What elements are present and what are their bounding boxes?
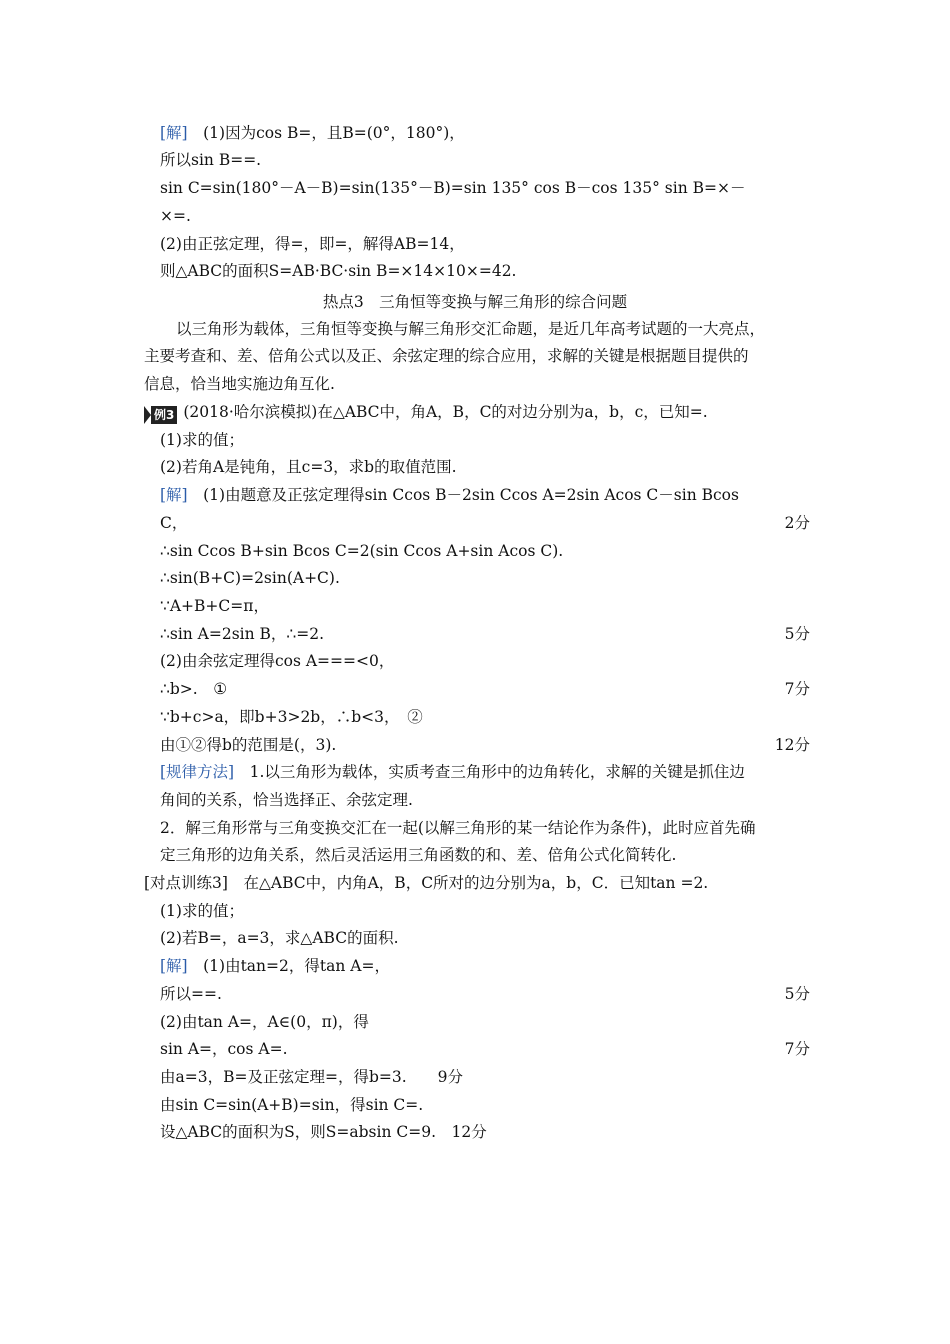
solution-line: 所以sin B==. [160, 151, 262, 169]
question-line: (1)求的值； [160, 431, 244, 449]
solution-line: sin A=，cos A=. 7分 [160, 1036, 810, 1062]
example-line [144, 399, 810, 425]
intro-line: 主要考查和、差、倍角公式以及正、余弦定理的综合应用，求解的关键是根据题目提供的 [144, 347, 749, 365]
solution-line: 则△ABC的面积S=AB·BC·sin B=×14×10×=42. [160, 262, 517, 280]
method-line: 定三角形的边角关系，然后灵活运用三角函数的和、差、倍角公式化简转化. [160, 846, 677, 864]
question-line: (1)求的值； [160, 902, 244, 920]
score-label: 5分 [784, 985, 810, 1003]
solution-tag: [解] [160, 486, 188, 504]
solution-line: (2)由tan A=，A∈(0，π)，得 [160, 1013, 369, 1031]
solution-line: 由a=3，B=及正弦定理=，得b=3. 9分 [160, 1068, 464, 1086]
score-label: 5分 [784, 625, 810, 643]
example-badge: 例3 [144, 406, 177, 424]
solution-line: 设△ABC的面积为S，则S=absin C=9. 12分 [160, 1123, 487, 1141]
solution-line: [解] (1)由tan=2，得tan A=， [160, 957, 390, 975]
solution-tag: [解] [160, 124, 188, 142]
intro-line: 以三角形为载体，三角恒等变换与解三角形交汇命题，是近几年高考试题的一大亮点， [176, 320, 766, 338]
solution-line: ∵A+B+C=π， [160, 597, 269, 615]
solution-line: ∴sin A=2sin B，∴=2. 5分 [160, 621, 810, 647]
question-line: (2)若B=，a=3，求△ABC的面积. [160, 929, 399, 947]
solution-text: (1)因为cos B=，且B=(0°，180°)， [203, 124, 465, 142]
solution-line: (2)由余弦定理得cos A===<0， [160, 652, 395, 670]
score-label: 2分 [784, 514, 810, 532]
method-line: [规律方法] 1.以三角形为载体，实质考查三角形中的边角转化，求解的关键是抓住边 [160, 763, 745, 781]
example-text: (2018·哈尔滨模拟)在△ABC中，角A，B，C的对边分别为a，b，c，已知=. [183, 403, 708, 421]
solution-line: 由①②得b的范围是(，3). 12分 [160, 732, 810, 758]
method-line: 2．解三角形常与三角变换交汇在一起(以解三角形的某一结论作为条件)，此时应首先确 [160, 819, 756, 837]
solution-line: ∴sin Ccos B+sin Bcos C=2(sin Ccos A+sin Acos C). [160, 542, 564, 560]
solution-line: ∴b>. ① 7分 [160, 676, 810, 702]
solution-tag: [解] [160, 957, 188, 975]
method-line: 角间的关系，恰当选择正、余弦定理. [160, 791, 413, 809]
solution-line: (2)由正弦定理，得=，即=，解得AB=14， [160, 235, 465, 253]
solution-line [160, 482, 810, 508]
score-label: 12分 [774, 736, 810, 754]
training-title: [对点训练3] 在△ABC中，内角A，B，C所对的边分别为a，b，C．已知tan =2. [144, 874, 709, 892]
score-label: 7分 [784, 680, 810, 698]
solution-text: (1)由题意及正弦定理得sin Ccos B－2sin Ccos A=2sin Acos C－sin Bcos [203, 486, 739, 504]
solution-line: C， 2分 [160, 510, 810, 536]
solution-line [160, 120, 810, 146]
section-heading: 热点3 三角恒等变换与解三角形的综合问题 [322, 293, 628, 311]
arrow-icon [144, 406, 151, 424]
solution-line: ∴sin(B+C)=2sin(A+C). [160, 569, 340, 587]
score-label: 7分 [784, 1040, 810, 1058]
intro-line: 信息，恰当地实施边角互化. [144, 375, 335, 393]
solution-line: ×=. [160, 207, 191, 225]
solution-line: 所以==. 5分 [160, 981, 810, 1007]
method-tag: [规律方法] [160, 763, 235, 781]
solution-line: 由sin C=sin(A+B)=sin，得sin C=. [160, 1096, 424, 1114]
solution-line: sin C=sin(180°－A－B)=sin(135°－B)=sin 135° cos B－cos 135° sin B=×－ [160, 179, 746, 197]
question-line: (2)若角A是钝角，且c=3，求b的取值范围. [160, 458, 457, 476]
solution-line: ∵b+c>a，即b+3>2b，∴b<3， ② [160, 708, 423, 726]
